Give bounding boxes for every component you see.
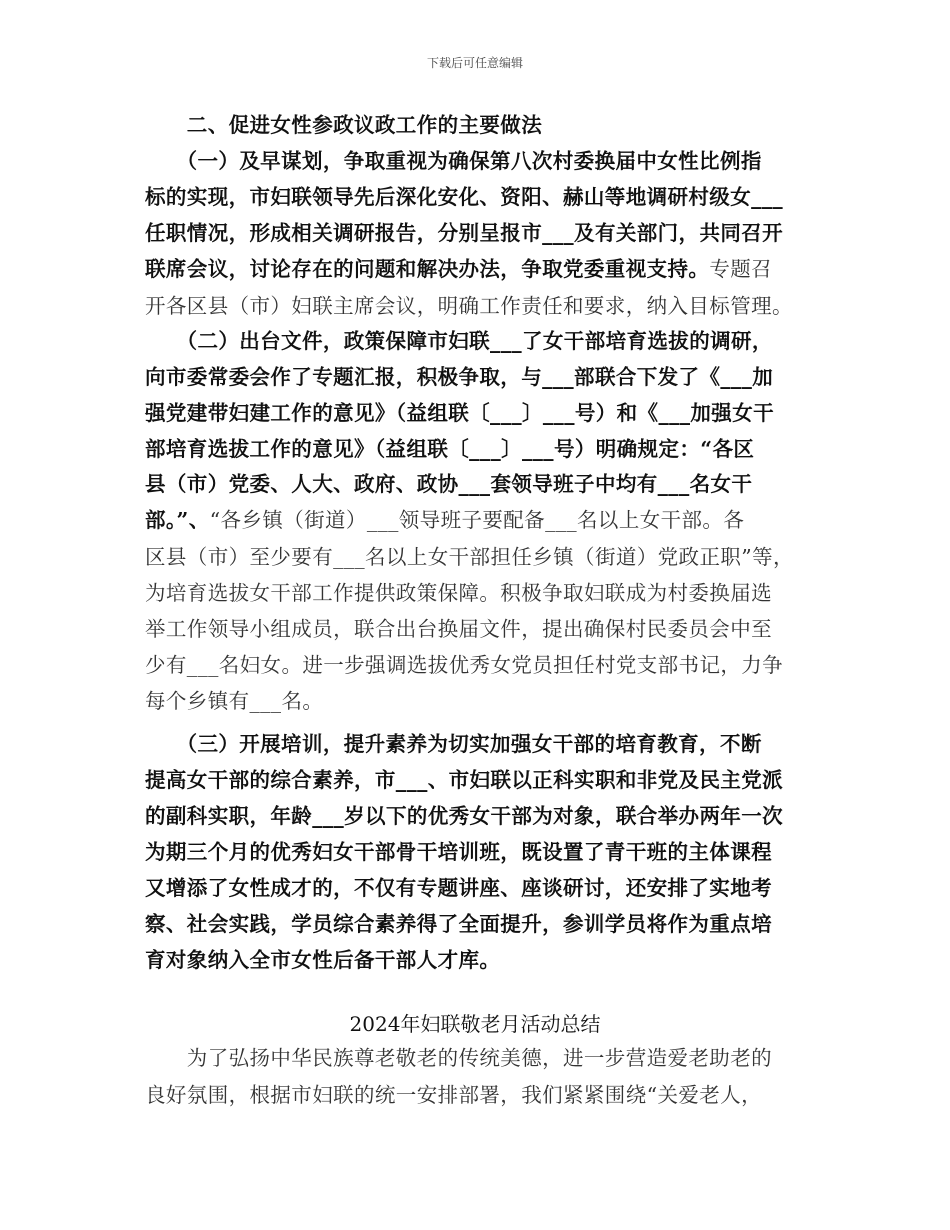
body-line-tail: “各乡镇（街道）___领导班子要配备___名以上女干部。各 [209, 508, 745, 532]
body-line [145, 726, 762, 762]
body-line-text: 举工作领导小组成员，联合出台换届文件，提出确保村民委员会中至 [145, 617, 772, 641]
body-line [145, 798, 783, 834]
body-line [145, 683, 323, 719]
body-line [145, 539, 794, 575]
body-line-text: 少有___名妇女。进一步强调选拔优秀女党员担任村党支部书记，力争 [145, 653, 784, 677]
body-line-text: 育对象纳入全市女性后备干部人才库。 [145, 948, 501, 972]
body-line-text: 提高女干部的综合素养，市___、市妇联以正科实职和非党及民主党派 [145, 768, 784, 792]
page-header: 下载后可任意编辑 [426, 56, 523, 70]
body-line [145, 179, 783, 215]
body-line-text: （三）开展培训，提升素养为切实加强女干部的培育教育，不断 [145, 732, 762, 756]
body-line-text: 向市委常委会作了专题汇报，积极争取，与___部联合下发了《___加 [145, 365, 774, 389]
body-line [145, 323, 773, 359]
body-line [145, 143, 762, 179]
intro-line: 为了弘扬中华民族尊老敬老的传统美德，进一步营造爱老助老的 [145, 1046, 772, 1070]
body-line [145, 611, 772, 647]
body-line [145, 942, 500, 978]
body-line [145, 107, 542, 143]
body-line [145, 466, 752, 502]
body-line-tail: 专题召 [709, 257, 773, 281]
body-line-text: 察、社会实践，学员综合素养得了全面提升，参训学员将作为重点培 [145, 912, 772, 936]
body-line-text: 开各区县（市）妇联主席会议，明确工作责任和要求，纳入目标管理。 [145, 294, 793, 318]
body-line-text: 强党建带妇建工作的意见》（益组联〔___〕___号）和《___加强女干 [145, 401, 774, 425]
body-line-text: 区县（市）至少要有___名以上女干部担任乡镇（街道）党政正职”等， [145, 545, 794, 569]
body-line-text: 联席会议，讨论存在的问题和解决办法，争取党委重视支持。 [145, 257, 710, 281]
body-line-text: 二、促进女性参政议政工作的主要做法 [145, 113, 543, 137]
body-line-text: 又增添了女性成才的，不仅有专题讲座、座谈研讨，还安排了实地考 [145, 876, 772, 900]
body-line-text: 任职情况，形成相关调研报告，分别呈报市___及有关部门，共同召开 [145, 221, 784, 245]
body-line-text: 县（市）党委、人大、政府、政协___套领导班子中均有___名女干 [145, 472, 753, 496]
body-line-text: 部。”、 [145, 508, 210, 532]
body-line [145, 502, 744, 538]
body-line [145, 431, 754, 467]
body-line [145, 359, 773, 395]
body-line [145, 288, 793, 324]
body-line-text: 标的实现，市妇联领导先后深化安化、资阳、赫山等地调研村级女___ [145, 185, 784, 209]
body-line-text: 的副科实职，年龄___岁以下的优秀女干部为对象，联合举办两年一次 [145, 804, 784, 828]
body-line-text: 为培育选拔女干部工作提供政策保障。积极争取妇联成为村委换届选 [145, 581, 772, 605]
body-line [145, 215, 783, 251]
body-line [145, 647, 783, 683]
body-line-text: 部培育选拔工作的意见》（益组联〔___〕___号）明确规定：“各区 [145, 437, 755, 461]
body-line-text: 为期三个月的优秀妇女干部骨干培训班，既设置了青干班的主体课程 [145, 840, 772, 864]
body-line-text: 每个乡镇有___名。 [145, 689, 324, 713]
section-title: 2024年妇联敬老月活动总结 [349, 1012, 601, 1036]
body-line [145, 251, 772, 287]
body-line [145, 762, 783, 798]
body-line [145, 395, 774, 431]
body-line-text: （一）及早谋划，争取重视为确保第八次村委换届中女性比例指 [145, 149, 762, 173]
body-line [145, 870, 772, 906]
body-line [145, 575, 772, 611]
body-line-text: （二）出台文件，政策保障市妇联___了女干部培育选拔的调研， [145, 329, 773, 353]
body-line [145, 906, 772, 942]
body-line [145, 834, 772, 870]
intro-line: 良好氛围，根据市妇联的统一安排部署，我们紧紧围绕“关爱老人， [145, 1083, 762, 1107]
